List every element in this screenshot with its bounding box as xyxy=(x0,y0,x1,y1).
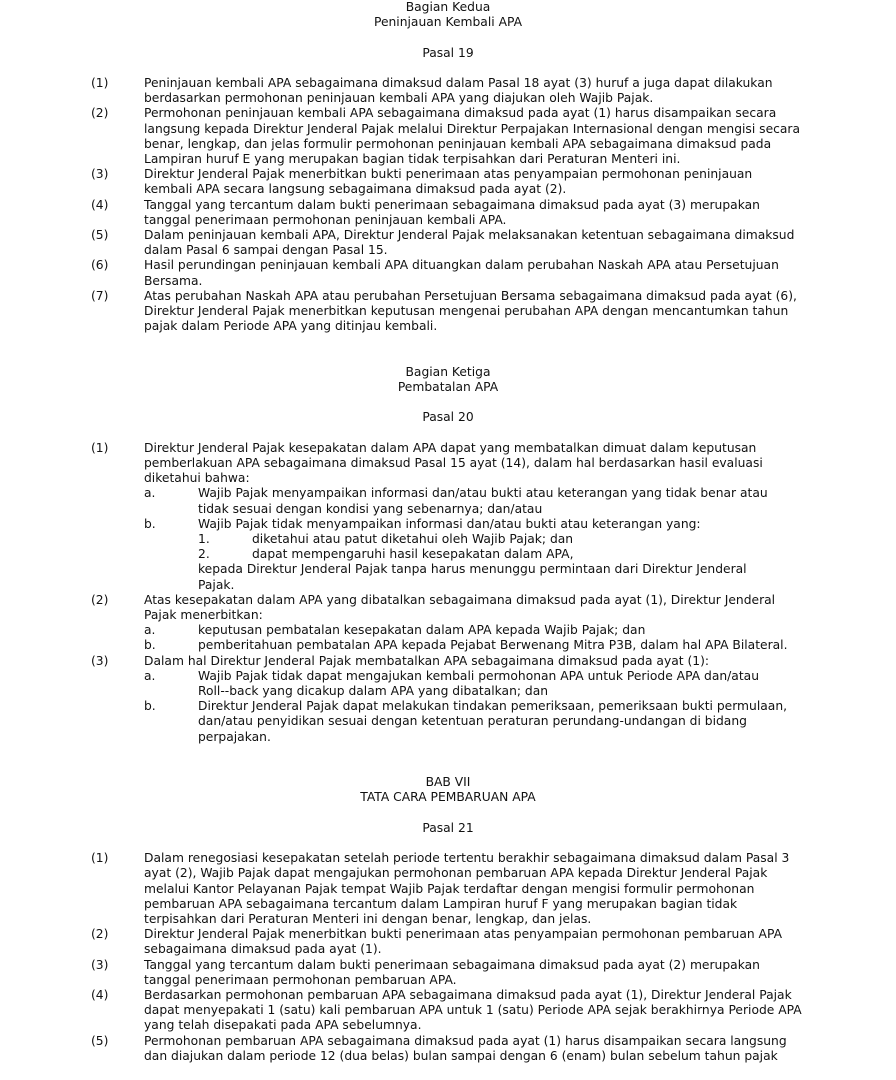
pasal-19-list xyxy=(0,76,896,334)
nested-list-item: 2. dapat mempengaruhi hasil kesepakatan dalam APA, xyxy=(198,547,574,562)
sub-list-item: b. pemberitahuan pembatalan APA kepada Pejabat Berwenang Mitra P3B, dalam hal APA Bilateral. xyxy=(144,638,788,653)
pasal-heading: Pasal 20 xyxy=(422,410,474,425)
list-item: (1) Direktur Jenderal Pajak kesepakatan dalam APA dapat yang membatalkan dimuat dalam keputusan pemberlakuan APA sebagaimana dimaksud Pasal 15 ayat (14), dalam hal berdasarkan hasil evaluasi diketahui bahwa: xyxy=(91,440,763,486)
list-item: (4) Tanggal yang tercantum dalam bukti penerimaan sebagaimana dimaksud pada ayat (3) merupakan tanggal penerimaan permohonan peninjauan kembali APA. xyxy=(91,197,760,227)
sub-list-item: b. Direktur Jenderal Pajak dapat melakukan tindakan pemeriksaan, pemeriksaan bukti permulaan, dan/atau penyidikan sesuai dengan ketentuan peraturan perundang-undangan di bidang perpajakan. xyxy=(144,699,788,744)
pasal-heading: Pasal 19 xyxy=(422,45,474,60)
section-part-heading: Bagian Ketiga xyxy=(405,364,491,379)
sub-list-item: a. Wajib Pajak tidak dapat mengajukan kembali permohonan APA untuk Periode APA dan/atau Roll--back yang dicakup dalam APA yang dibatalkan; dan xyxy=(144,668,759,699)
pasal-heading: Pasal 21 xyxy=(422,820,474,835)
list-item: (3) Tanggal yang tercantum dalam bukti penerimaan sebagaimana dimaksud pada ayat (2) merupakan tanggal penerimaan permohonan pembaruan APA. xyxy=(91,957,760,987)
sub-list-item: b. Wajib Pajak tidak menyampaikan informasi dan/atau bukti atau keterangan yang: xyxy=(144,516,701,531)
section-part-heading: Bagian Kedua xyxy=(405,0,491,14)
list-item: (1) Dalam renegosiasi kesepakatan setelah periode tertentu berakhir sebagaimana dimaksud dalam Pasal 3 ayat (2), Wajib Pajak dapat mengajukan permohonan pembaruan APA kepada Direktur Jenderal Pajak melalui Kantor Pelayanan Pajak tempat Wajib Pajak terdaftar dengan mengisi formulir permohonan pembaruan APA sebagaimana tercantum dalam Lampiran huruf F yang merupakan bagian tidak terpisahkan dari Peraturan Menteri ini dengan benar, lengkap, dan jelas. xyxy=(91,851,790,927)
chapter-heading: BAB VII xyxy=(425,775,471,790)
sub-list-item: a. keputusan pembatalan kesepakatan dalam APA kepada Wajib Pajak; dan xyxy=(144,623,646,638)
section-title: Peninjauan Kembali APA xyxy=(373,15,523,30)
continuation-text: kepada Direktur Jenderal Pajak tanpa harus menunggu permintaan dari Direktur Jenderal Pajak. xyxy=(198,562,747,592)
pasal-20-list xyxy=(0,441,896,745)
list-item: (3) Dalam hal Direktur Jenderal Pajak membatalkan APA sebagaimana dimaksud pada ayat (1): xyxy=(91,653,710,668)
list-item: (4) Berdasarkan permohonan pembaruan APA sebagaimana dimaksud pada ayat (1), Direktur Jenderal Pajak dapat menyepakati 1 (satu) kali pembaruan APA untuk 1 (satu) Periode APA sejak berakhirnya Periode APA yang telah disepakati pada APA sebelumnya. xyxy=(91,988,802,1033)
list-item: (5) Permohonan pembaruan APA sebagaimana dimaksud pada ayat (1) harus disampaikan secara langsung dan diajukan dalam periode 12 (dua belas) bulan sampai dengan 6 (enam) bulan sebelum tahun pajak xyxy=(91,1033,787,1063)
list-item: (7) Atas perubahan Naskah APA atau perubahan Persetujuan Bersama sebagaimana dimaksud pada ayat (6), Direktur Jenderal Pajak menerbitkan keputusan mengenai perubahan APA dengan mencantumkan tahun pajak dalam Periode APA yang ditinjau kembali. xyxy=(91,288,797,334)
list-item: (3) Direktur Jenderal Pajak menerbitkan bukti penerimaan atas penyampaian permohonan peninjauan kembali APA secara langsung sebagaimana dimaksud pada ayat (2). xyxy=(91,167,753,197)
chapter-title: TATA CARA PEMBARUAN APA xyxy=(360,790,536,805)
sub-list-item: a. Wajib Pajak menyampaikan informasi dan/atau bukti atau keterangan yang tidak benar atau tidak sesuai dengan kondisi yang sebenarnya; dan/atau xyxy=(144,486,768,516)
pasal-21-list xyxy=(0,851,896,1064)
list-item: (5) Dalam peninjauan kembali APA, Direktur Jenderal Pajak melaksanakan ketentuan sebagaimana dimaksud dalam Pasal 6 sampai dengan Pasal 15. xyxy=(91,228,795,258)
list-item: (2) Direktur Jenderal Pajak menerbitkan bukti penerimaan atas penyampaian permohonan pembaruan APA sebagaimana dimaksud pada ayat (1). xyxy=(91,927,783,957)
list-item: (2) Atas kesepakatan dalam APA yang dibatalkan sebagaimana dimaksud pada ayat (1), Direktur Jenderal Pajak menerbitkan: xyxy=(91,592,776,623)
list-item: (2) Permohonan peninjauan kembali APA sebagaimana dimaksud pada ayat (1) harus disampaikan secara langsung kepada Direktur Jenderal Pajak melalui Direktur Perpajakan Internasional dengan mengisi secara benar, lengkap, dan jelas formulir permohonan peninjauan kembali APA sebagaimana dimaksud pada Lampiran huruf E yang merupakan bagian tidak terpisahkan dari Peraturan Menteri ini. xyxy=(91,106,801,166)
nested-list-item: 1. diketahui atau patut diketahui oleh Wajib Pajak; dan xyxy=(198,532,574,547)
list-item: (1) Peninjauan kembali APA sebagaimana dimaksud dalam Pasal 18 ayat (3) huruf a juga dapat dilakukan berdasarkan permohonan peninjauan kembali APA yang diajukan oleh Wajib Pajak. xyxy=(91,75,773,106)
section-title: Pembatalan APA xyxy=(397,380,499,395)
list-item: (6) Hasil perundingan peninjauan kembali APA dituangkan dalam perubahan Naskah APA atau Persetujuan Bersama. xyxy=(91,258,779,288)
